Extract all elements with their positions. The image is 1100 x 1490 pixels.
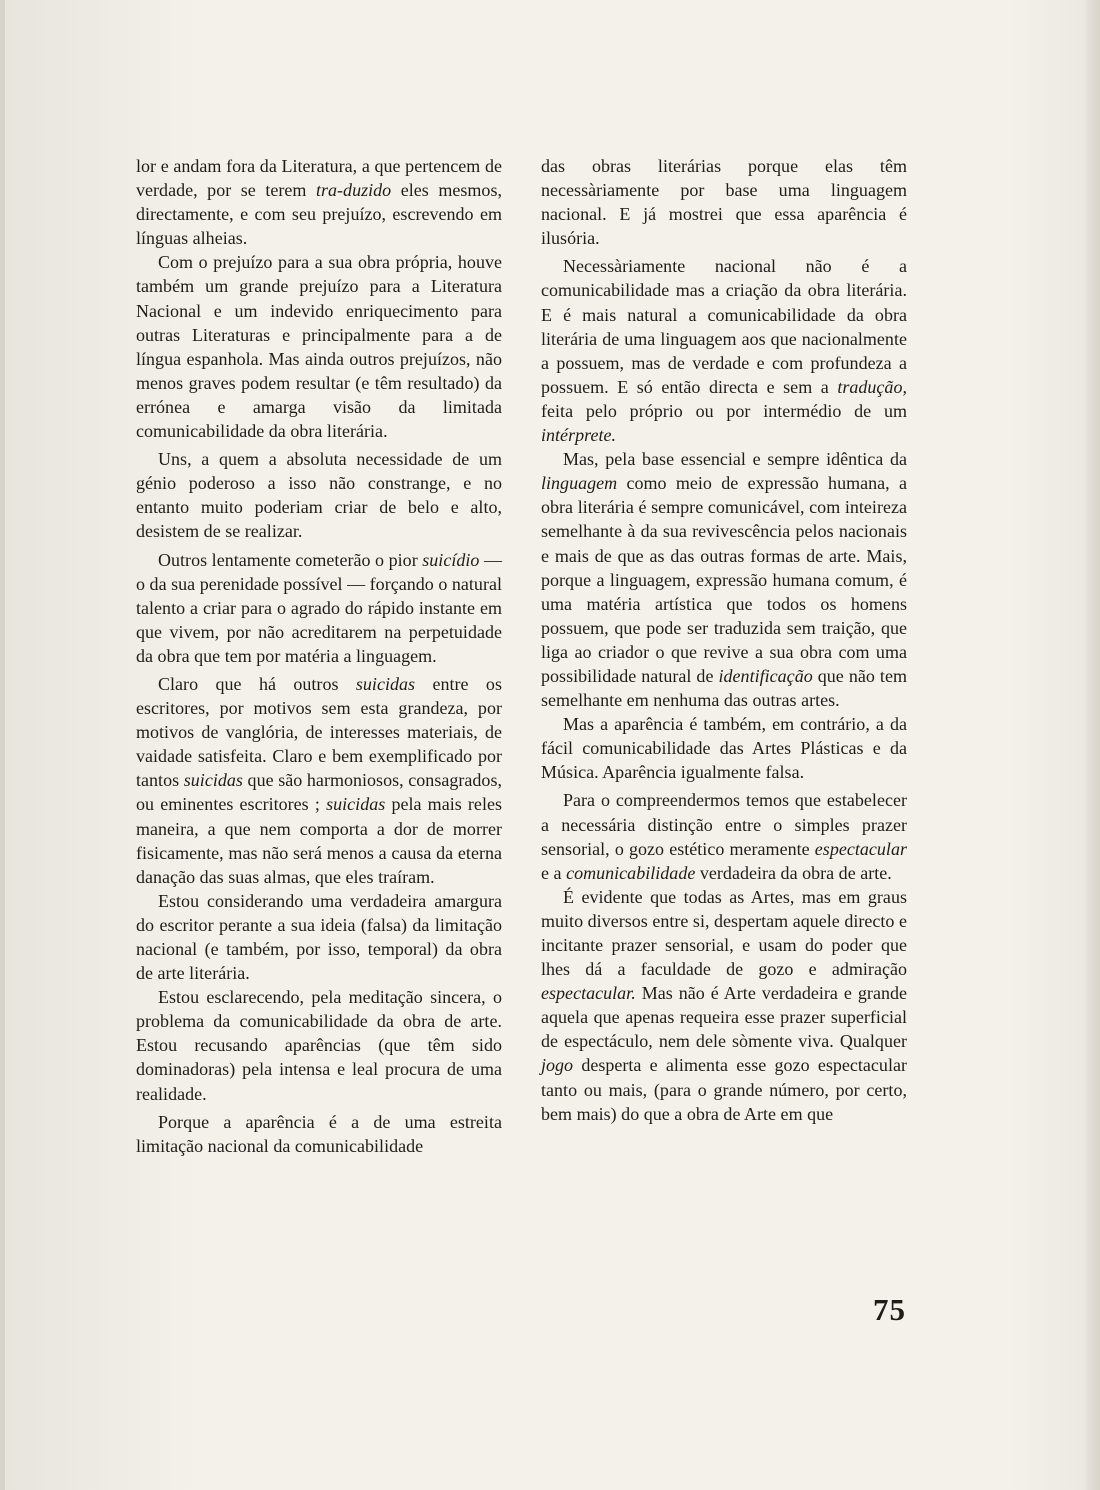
page-right-edge bbox=[1086, 0, 1100, 1490]
italic-text-run: suicidas bbox=[355, 673, 416, 694]
text-run: lor e andam fora da Literatura, a que pertencem de verdade, por se terem bbox=[136, 156, 502, 201]
italic-text-run: suicidas bbox=[183, 770, 243, 791]
page-number: 75 bbox=[873, 1292, 906, 1327]
left-paragraph-5 bbox=[136, 672, 502, 889]
italic-text-run: tradução, bbox=[837, 376, 907, 397]
page-left-edge bbox=[0, 0, 5, 1490]
italic-text-run: tra-duzido bbox=[315, 180, 392, 201]
italic-text-run: jogo bbox=[541, 1055, 574, 1076]
italic-text-run: suicídio bbox=[422, 549, 480, 570]
left-paragraph-8: Porque a aparência é a de uma estreita limitação nacional da comunicabilidade bbox=[136, 1111, 502, 1156]
text-run: Outros lentamente cometerão o pior bbox=[158, 549, 423, 570]
text-run: feita pelo próprio ou por intermédio de um bbox=[541, 400, 907, 421]
text-run: verdadeira da obra de arte. bbox=[695, 862, 892, 883]
italic-text-run: comunicabilidade bbox=[566, 862, 696, 883]
left-text-column bbox=[136, 154, 502, 1158]
text-run: e a bbox=[541, 862, 567, 883]
text-run: Claro que há outros bbox=[158, 673, 356, 694]
left-paragraph-3: Uns, a quem a absoluta necessidade de um génio poderoso a isso não constrange, e no entanto muito poderiam criar de belo e alto, desistem de se realizar. bbox=[136, 449, 502, 542]
left-paragraph-6: Estou considerando uma verdadeira amargura do escritor perante a sua ideia (falsa) da limitação nacional (e também, por isso, temporal) da obra de arte literária. bbox=[136, 890, 502, 984]
right-paragraph-5 bbox=[541, 788, 907, 884]
right-paragraph-2 bbox=[541, 254, 907, 447]
right-paragraph-1: das obras literárias porque elas têm necessàriamente por base uma linguagem nacional. E já mostrei que essa aparência é ilusória. bbox=[541, 156, 907, 249]
italic-text-run: espectacular. bbox=[541, 983, 636, 1004]
right-paragraph-3 bbox=[541, 447, 907, 712]
text-run: que não tem semelhante em nenhuma das outras artes. bbox=[541, 665, 907, 711]
right-text-column bbox=[541, 154, 907, 1126]
text-run: eles mesmos, directamente, e com seu prejuízo, escrevendo em línguas alheias. bbox=[136, 180, 502, 249]
right-paragraph-6 bbox=[541, 885, 907, 1126]
italic-text-run: identificação bbox=[718, 665, 813, 686]
left-paragraph-1 bbox=[136, 154, 502, 250]
left-paragraph-7: Estou esclarecendo, pela meditação sincera, o problema da comunicabilidade da obra de arte. Estou recusando aparências (que têm sido dominadoras) pela intensa e leal procura de uma realidade. bbox=[136, 987, 502, 1104]
left-paragraph-2: Com o prejuízo para a sua obra própria, houve também um grande prejuízo para a Literatura Nacional e um indevido enriquecimento para outras Literaturas e principalmente para a de língua espanhola. Mas ainda outros prejuízos, não menos graves podem resultar (e têm resultado) da errónea e amarga visão da limitada comunicabilidade da obra literária. bbox=[136, 252, 502, 442]
text-run: Necessàriamente nacional não é a comunicabilidade mas a criação da obra literária. E é mais natural a comunicabilidade da obra literária de uma linguagem aos que nacionalmente a possuem, mas de verdade e com profundeza a possuem. E só então directa e sem a bbox=[541, 256, 907, 397]
italic-text-run: suicidas bbox=[326, 794, 386, 815]
left-paragraph-4 bbox=[136, 548, 502, 668]
text-run: Para o compreendermos temos que estabelecer a necessária distinção entre o simples prazer sensorial, o gozo estético meramente bbox=[541, 790, 907, 859]
text-run: como meio de expressão humana, a obra literária é sempre comunicável, com inteireza semelhante à da sua revivescência pelos nacionais e mais de que as das outras formas de arte. Mais, porque a linguagem, expressão humana comum, é uma matéria artística que todos os homens possuem, que pode ser traduzida sem traição, que liga ao criador o que revive a sua obra com uma possibilidade natural de bbox=[541, 473, 907, 686]
text-run: — o da sua perenidade possível — forçando o natural talento a criar para o agrado do rápido instante em que vivem, por não acreditarem na perpetuidade da obra que tem por matéria a linguagem. bbox=[136, 549, 503, 666]
right-paragraph-4: Mas a aparência é também, em contrário, a da fácil comunicabilidade das Artes Plásticas e da Música. Aparência igualmente falsa. bbox=[541, 714, 907, 783]
text-run: Mas não é Arte verdadeira e grande aquela que apenas requeira esse prazer superficial de espectáculo, nem dele sòmente viva. Qualquer bbox=[541, 983, 907, 1052]
text-run: pela mais reles maneira, a que nem comporta a dor de morrer fisicamente, mas não será menos a causa da eterna danação das suas almas, que eles traíram. bbox=[136, 794, 503, 887]
text-run: Mas, pela base essencial e sempre idêntica da bbox=[563, 449, 907, 470]
italic-text-run: espectacular bbox=[814, 838, 907, 859]
text-run: entre os escritores, por motivos sem esta grandeza, por motivos de vanglória, de interesses materiais, de vaidade satisfeita. Claro e bem exemplificado por tantos bbox=[136, 673, 502, 791]
text-run: É evidente que todas as Artes, mas em graus muito diversos entre si, despertam aquele directo e incitante prazer sensorial, e usam do poder que lhes dá a faculdade de gozo e admiração bbox=[541, 886, 907, 980]
text-run: desperta e alimenta esse gozo espectacular tanto ou mais, (para o grande número, por certo, bem mais) do que a obra de Arte em que bbox=[541, 1055, 907, 1124]
italic-text-run: linguagem bbox=[541, 473, 618, 494]
italic-text-run: intérprete. bbox=[541, 425, 617, 446]
text-run: que são harmoniosos, consagrados, ou eminentes escritores ; bbox=[136, 770, 502, 815]
